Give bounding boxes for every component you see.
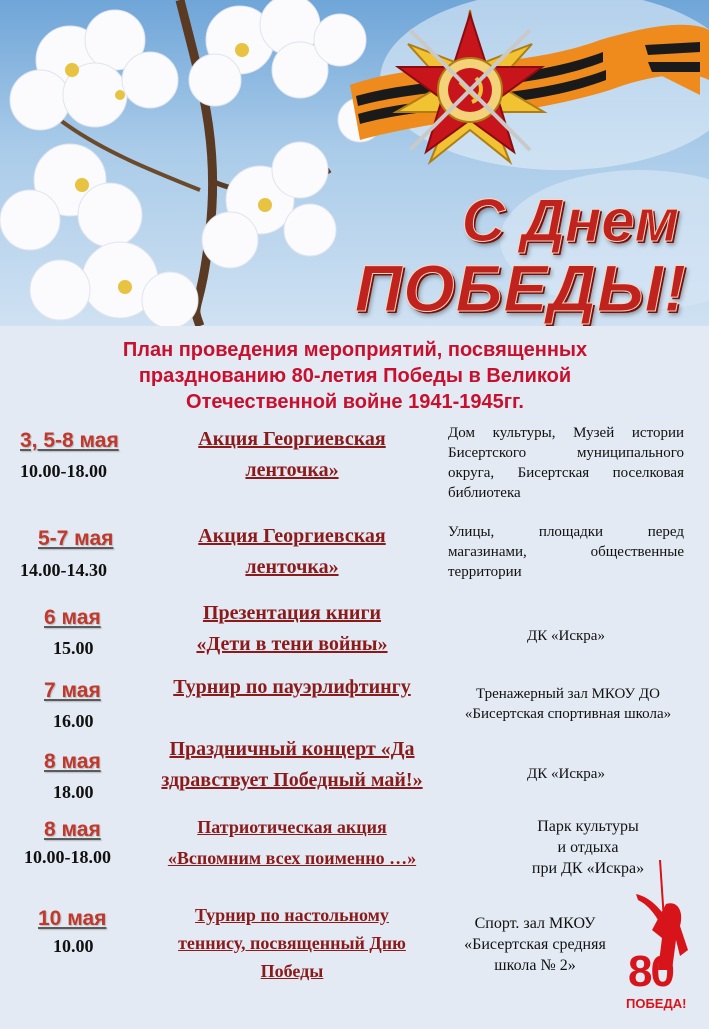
event-place-line: округа, Бисертская поселковая xyxy=(448,465,684,481)
event-title-line: Турнир по пауэрлифтингу xyxy=(173,676,411,698)
event-title-line: Турнир по настольному xyxy=(195,905,389,925)
event-time: 10.00 xyxy=(53,936,94,956)
event-title-line: Победы xyxy=(260,961,324,981)
event-place-line: при ДК «Искра» xyxy=(531,860,645,877)
event-time: 15.00 xyxy=(53,638,94,658)
event-time: 18.00 xyxy=(53,782,94,802)
heading-line: План проведения мероприятий, посвященных xyxy=(122,339,588,361)
event-place-line: школа № 2» xyxy=(494,957,576,974)
greeting-line-2: ПОБЕДЫ! xyxy=(354,251,687,325)
event-title xyxy=(145,812,439,874)
event-place-line: Дом культуры, Музей истории xyxy=(448,425,684,441)
event-place xyxy=(448,626,684,646)
event-title xyxy=(160,521,424,583)
event-place-line: Улицы, площадки перед xyxy=(448,524,684,540)
header-banner xyxy=(0,0,709,326)
event-title-line: Праздничный концерт «Да xyxy=(169,738,415,760)
event-title xyxy=(150,672,434,703)
event-date: 8 мая xyxy=(44,750,101,773)
event-place-line: магазинами, общественные xyxy=(448,544,684,560)
event-time: 14.00-14.30 xyxy=(20,560,107,580)
event-place-line: «Бисертская спортивная школа» xyxy=(464,706,672,722)
event-title-line: Акция Георгиевская xyxy=(198,525,386,547)
event-time: 16.00 xyxy=(53,711,94,731)
event-date: 6 мая xyxy=(44,606,101,629)
event-date: 3, 5-8 мая xyxy=(20,429,119,452)
heading-line: Отечественной войне 1941-1945гг. xyxy=(186,391,524,413)
plan-heading xyxy=(30,337,680,415)
event-place xyxy=(448,764,684,784)
event-place xyxy=(448,522,684,582)
event-title-line: теннису, посвященный Дню xyxy=(178,933,406,953)
victory-80-badge xyxy=(622,860,709,1024)
badge-word: ПОБЕДА! xyxy=(626,996,687,1011)
event-place-line: Спорт. зал МКОУ xyxy=(474,915,596,932)
heading-line: празднованию 80-летия Победы в Великой xyxy=(138,365,572,387)
badge-number: 80 xyxy=(628,947,673,996)
greeting-line-1: С Днем xyxy=(461,187,679,254)
event-time: 10.00-18.00 xyxy=(20,461,107,481)
event-date: 5-7 мая xyxy=(38,527,114,550)
event-place-line: Бисертского муниципального xyxy=(448,445,684,461)
event-place-line: библиотека xyxy=(448,485,521,501)
event-place xyxy=(440,913,630,976)
event-place-line: территории xyxy=(448,564,522,580)
event-place xyxy=(448,684,688,724)
event-title xyxy=(160,424,424,486)
event-title-line: «Вспомним всех поименно …» xyxy=(167,848,417,868)
event-place-line: Парк культуры xyxy=(537,818,639,835)
event-title-line: Акция Георгиевская xyxy=(198,428,386,450)
event-date: 8 мая xyxy=(44,818,101,841)
event-place-line: ДК «Искра» xyxy=(527,628,605,644)
event-title-line: здравствует Победный май!» xyxy=(161,769,423,791)
event-title-line: «Дети в тени войны» xyxy=(196,633,388,655)
event-place xyxy=(448,423,684,503)
event-place-line: «Бисертская средняя xyxy=(464,936,606,953)
event-title xyxy=(140,734,444,796)
event-place-line: Тренажерный зал МКОУ ДО xyxy=(476,686,660,702)
event-date: 10 мая xyxy=(38,907,107,930)
event-time: 10.00-18.00 xyxy=(24,847,111,867)
event-place-line: и отдыха xyxy=(557,839,619,856)
event-title-line: Патриотическая акция xyxy=(197,817,387,837)
event-title-line: ленточка» xyxy=(245,459,339,481)
event-title-line: Презентация книги xyxy=(202,602,382,624)
event-title xyxy=(160,598,424,660)
event-date: 7 мая xyxy=(44,679,101,702)
event-title-line: ленточка» xyxy=(245,556,339,578)
event-place-line: ДК «Искра» xyxy=(527,766,605,782)
event-title xyxy=(155,901,429,985)
